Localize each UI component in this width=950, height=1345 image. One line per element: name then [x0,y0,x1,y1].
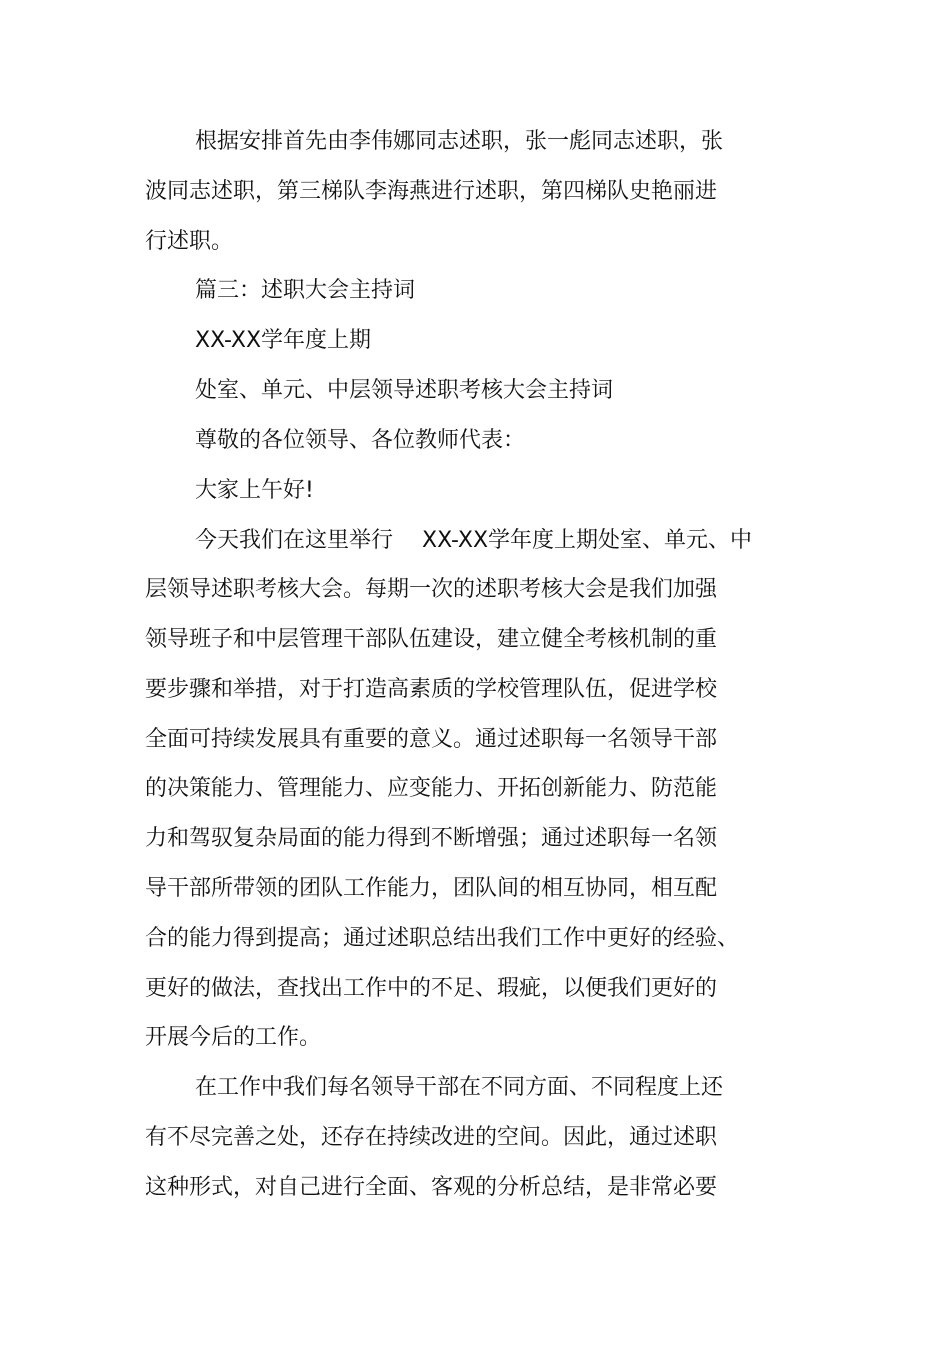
salutation: 尊敬的各位领导、各位教师代表： [195,428,526,453]
text-line: 全面可持续发展具有重要的意义。通过述职每一名领导干部 [145,727,718,752]
text-line: 今天我们在这里举行 XX-XX学年度上期处室、单元、中 [195,528,753,553]
text-line: 的决策能力、管理能力、应变能力、开拓创新能力、防范能 [145,776,718,801]
text-line: 领导班子和中层管理干部队伍建设，建立健全考核机制的重 [145,627,718,652]
text-line: 根据安排首先由李伟娜同志述职，张一彪同志述职，张 [195,129,724,154]
text-line: 合的能力得到提高；通过述职总结出我们工作中更好的经验、 [145,926,740,951]
text-line: 力和驾驭复杂局面的能力得到不断增强；通过述职每一名领 [145,826,718,851]
text-line: 有不尽完善之处，还存在持续改进的空间。因此，通过述职 [145,1125,718,1150]
text-line: 导干部所带领的团队工作能力，团队间的相互协同，相互配 [145,876,718,901]
text-line: 在工作中我们每名领导干部在不同方面、不同程度上还 [195,1075,724,1100]
text-line: 这种形式，对自己进行全面、客观的分析总结，是非常必要 [145,1175,718,1200]
text-line: 层领导述职考核大会。每期一次的述职考核大会是我们加强 [145,577,718,602]
text-line: 要步骤和举措，对于打造高素质的学校管理队伍，促进学校 [145,677,718,702]
greeting: 大家上午好! [195,478,314,503]
document-title: 处室、单元、中层领导述职考核大会主持词 [195,378,614,403]
text-line: 开展今后的工作。 [145,1025,322,1050]
text-line: 波同志述职，第三梯队李海燕进行述职，第四梯队史艳丽进 [145,179,718,204]
text-line: 更好的做法，查找出工作中的不足、瑕疵，以便我们更好的 [145,976,718,1001]
section-heading: 篇三：述职大会主持词 [195,278,416,303]
text-line: 行述职。 [145,229,234,254]
text-line: XX-XX学年度上期 [195,328,372,353]
